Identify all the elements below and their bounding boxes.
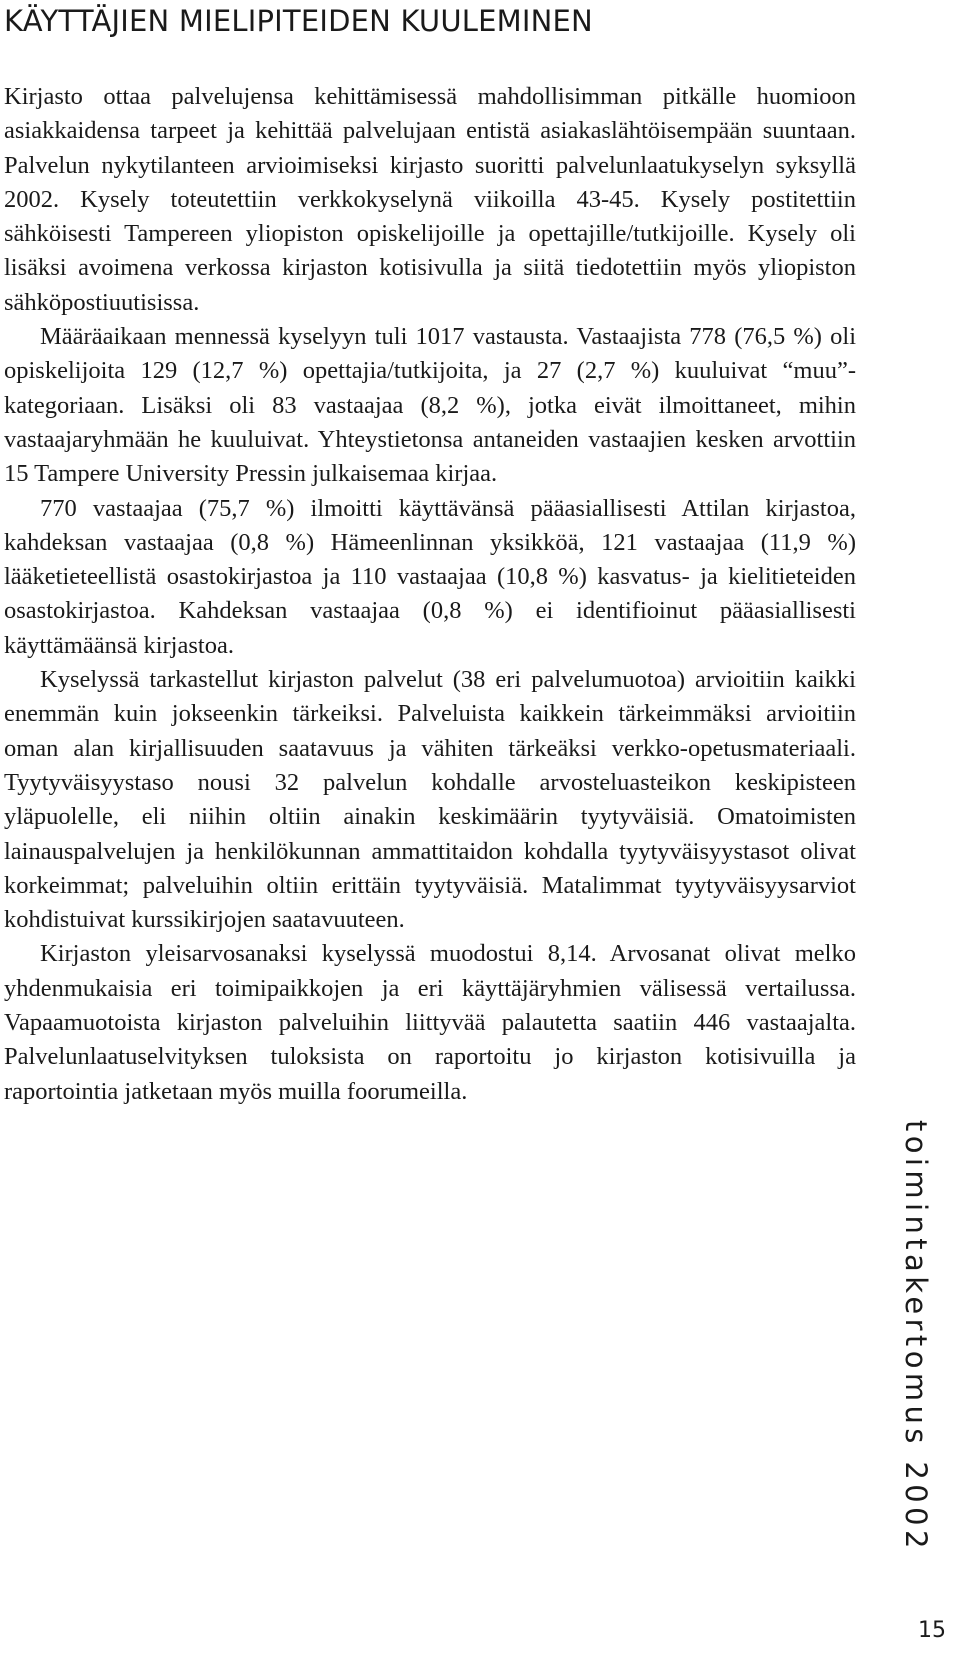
paragraph-library-usage: 770 vastaajaa (75,7 %) ilmoitti käyttävänsä pääasiallisesti Attilan kirjastoa, kahdeksan vastaajaa (0,8 %) Hämeenlinnan yksikköä, 121 vastaajaa (11,9 %) lääketieteellistä osastokirjastoa ja 110 vastaajaa (10,8 %) kasvatus- ja kielitieteiden osastokirjastoa. Kahdeksan vastaajaa (0,8 %) ei identifioinut pääasiallisesti käyttämäänsä kirjastoa. bbox=[4, 494, 856, 659]
paragraph-overall-grade: Kirjaston yleisarvosanaksi kyselyssä muodostui 8,14. Arvosanat olivat melko yhdenmukaisia eri toimipaikkojen ja eri käyttäjäryhmien välisessä vertailussa. Vapaamuotoista kirjaston palveluihin liittyvää palautetta saatiin 446 vastaajalta. Palvelunlaatuselvityksen tuloksista on raportoitu jo kirjaston kotisivuilla ja raportointia jatketaan myös muilla foorumeilla. bbox=[4, 940, 856, 1105]
paragraph-respondents: Määräaikaan mennessä kyselyyn tuli 1017 vastausta. Vastaajista 778 (76,5 %) oli opiskelijoita 129 (12,7 %) opettajia/tutkijoita, ja 27 (2,7 %) kuuluivat “muu”-kategoriaan. Lisäksi oli 83 vastaajaa (8,2 %), jotka eivät ilmoittaneet, mihin vastaajaryhmään he kuuluivat. Yhteystietonsa antaneiden vastaajien kesken arvottiin 15 Tampere University Pressin julkaisemaa kirjaa. bbox=[4, 323, 856, 488]
paragraph-survey-intro: Kirjasto ottaa palvelujensa kehittämisessä mahdollisimman pitkälle huomioon asiakkaidensa tarpeet ja kehittää palvelujaan entistä asiakaslähtöisempään suuntaan. Palvelun nykytilanteen arvioimiseksi kirjasto suoritti palvelunlaatukyselyn syksyllä 2002. Kysely toteutettiin verkkokyselynä viikoilla 43-45. Kysely postitettiin sähköisesti Tampereen yliopiston opiskelijoille ja opettajille/tutkijoille. Kysely oli lisäksi avoimena verkossa kirjaston kotisivulla ja siitä tiedotettiin myös yliopiston sähköpostiuutisissa. bbox=[4, 83, 856, 316]
body-text bbox=[4, 80, 856, 1109]
side-caption: toimintakertomus 2002 bbox=[899, 1120, 933, 1553]
page-number: 15 bbox=[918, 1618, 946, 1643]
page-heading: KÄYTTÄJIEN MIELIPITEIDEN KUULEMINEN bbox=[4, 4, 593, 38]
paragraph-service-ratings: Kyselyssä tarkastellut kirjaston palvelut (38 eri palvelumuotoa) arvioitiin kaikki enemmän kuin jokseenkin tärkeiksi. Palveluista kaikkein tärkeimmäksi arvioitiin oman alan kirjallisuuden saatavuus ja vähiten tärkeäksi verkko-opetusmateriaali. Tyytyväisyystaso nousi 32 palvelun kohdalle arvosteluasteikon keskipisteen yläpuolelle, eli niihin oltiin ainakin keskimäärin tyytyväisiä. Omatoimisten lainauspalvelujen ja henkilökunnan ammattitaidon kohdalla tyytyväisyystasot olivat korkeimmat; palveluihin oltiin erittäin tyytyväisiä. Matalimmat tyytyväisyysarviot kohdistuivat kurssikirjojen saatavuuteen. bbox=[4, 666, 856, 934]
